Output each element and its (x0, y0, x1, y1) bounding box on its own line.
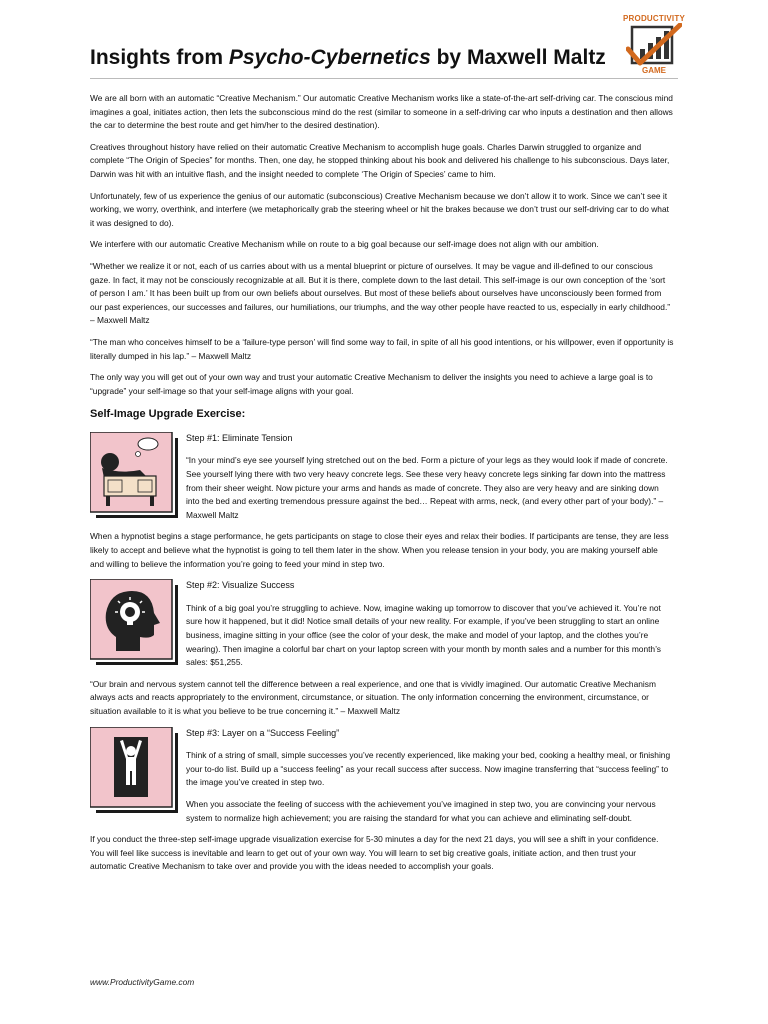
book-title: Psycho-Cybernetics (228, 46, 431, 69)
logo-bottom-text: GAME (642, 66, 666, 75)
paragraph: Unfortunately, few of us experience the genius of our automatic (subconscious) Creative Mechanism because we don’t allow it to work. Since we can’t see it working, we worry, overthink, and interfere (we metaphorically grab the steering wheel or hit the brakes because we don’t trust our self-driving car to do what it was designed to do). (90, 190, 669, 228)
step-3 (90, 727, 674, 826)
paragraph: Creatives throughout history have relied on their automatic Creative Mechanism to accomplish huge goals. Charles Darwin struggled to organize and complete “The Origin of Species” for months. Then, one day, he stopped thinking about his book and delivered his challenge to his subconscious. Days later, Darwin was hit with an intuitive flash, and the insight needed to complete ‘The Origin of Species’ came to him. (90, 141, 670, 179)
productivity-game-logo (622, 14, 686, 76)
head-with-lightbulb-icon (90, 579, 178, 665)
exercise-heading: Self-Image Upgrade Exercise: (90, 408, 246, 421)
quote-paragraph: “The man who conceives himself to be a ‘failure-type person’ will find some way to fail, in spite of all his good intentions, or his willpower, even if opportunity is literally dumped in his lap.” – Maxwell Maltz (90, 336, 674, 361)
article-body (90, 92, 674, 882)
footer-url: www.ProductivityGame.com (90, 977, 195, 987)
step-3-explanation: When you associate the feeling of success with the achievement you’ve imagined in step two, you are convincing your nervous system to normalize high achievement; you are raising the standard for what you can achieve and eliminating self-doubt. (186, 798, 656, 823)
step-2-title: Step #2: Visualize Success (186, 580, 295, 591)
step-1-body: “In your mind’s eye see yourself lying stretched out on the bed. Form a picture of your legs as they would look if made of concrete. See yourself lying there with two very heavy concrete legs. See these very heavy concrete legs sinking far down into the mattress from their sheer weight. Now picture your arms and hands as made of concrete. They also are very heavy and are sinking down into the bed and exerting tremendous pressure against the bed… Repeat with arms, neck, (and every other part of your body).” – Maxwell Maltz (186, 455, 668, 520)
logo-chart-icon (626, 23, 682, 67)
step-1 (90, 432, 674, 523)
step-2-quote: “Our brain and nervous system cannot tell the difference between a real experience, and one that is vividly imagined. Our automatic Creative Mechanism always acts and reacts appropriately to the environment, circumstance, or situation. The only information concerning the environment, circumstance, or situation available to it is what you believe to be true concerning it.” – Maxwell Maltz (90, 678, 656, 716)
paragraph: We interfere with our automatic Creative Mechanism while on route to a big goal because our self-image does not align with our ambition. (90, 239, 599, 250)
paragraph: We are all born with an automatic “Creative Mechanism.” Our automatic Creative Mechanism works like a state-of-the-art self-driving car. The conscious mind imagines a goal, initiates action, then lets the subconscious mind do the rest (similar to someone in a self-driving car who inputs a destination and then allows the car to determine the best route and get him/her to the desired destination). (90, 93, 673, 131)
step-3-title: Step #3: Layer on a “Success Feeling” (186, 727, 340, 738)
celebrating-person-icon (90, 727, 178, 813)
logo-top-text: PRODUCTIVITY (623, 14, 685, 23)
closing-paragraph: If you conduct the three-step self-image upgrade visualization exercise for 5-30 minutes a day for the next 21 days, you will see a shift in your confidence. You will feel like success is inevitable and learn to get out of your own way. You will learn to set big creative goals, initiate action, and then trust your automatic Creative Mechanism to take over and provide you with the ideas needed to accomplish your goals. (90, 834, 659, 872)
step-3-body: Think of a string of small, simple successes you’ve recently experienced, like making your bed, cooking a healthy meal, or finishing your to-do list. Build up a “success feeling” as your recall success after success. Now imagine transferring that “success feeling” to the image you’ve created in step two. (186, 750, 671, 788)
step-1-title: Step #1: Eliminate Tension (186, 432, 293, 443)
step-1-explanation: When a hypnotist begins a stage performance, he gets participants on stage to close their eyes and relax their bodies. If participants are tense, they are less likely to accept and believe what the hypnotist is going to tell them later in the show. When you release tension in your body, you are making yourself able and willing to believe the information you’re going to feed your mind in step two. (90, 531, 669, 569)
paragraph: The only way you will get out of your own way and trust your automatic Creative Mechanism to deliver the insights you need to achieve a large goal is to “upgrade” your self-image so that your self-image aligns with your goal. (90, 372, 653, 396)
title-divider (90, 78, 678, 79)
step-2 (90, 579, 674, 670)
sleeping-person-icon (90, 432, 178, 518)
page-title: Insights from Psycho-Cybernetics by Maxwell Maltz (90, 46, 606, 69)
quote-paragraph: “Whether we realize it or not, each of us carries about with us a mental blueprint or picture of ourselves. It may be vague and ill-defined to our conscious gaze. In fact, it may not be consciously recognizable at all. But it is there, complete down to the last detail. This self-image is our own conception of the ‘sort of person I am.’ It has been built up from our own beliefs about ourselves. But most of these beliefs about ourselves have unconsciously been formed from our past experiences, our successes and failures, our humiliations, our triumphs, and the way other people have reacted to us, especially in early childhood.” – Maxwell Maltz (90, 260, 671, 326)
step-2-body: Think of a big goal you’re struggling to achieve. Now, imagine waking up tomorrow to discover that you’ve achieved it. You’re not sure how it happened, but it did! Notice small details of your new reality. For example, if you’ve been struggling to start an online business, imagine sitting in your office (see the color of your desk, the make and model of your laptop, and the clothes you’re wearing). Then imagine a colorful bar chart on your laptop screen with your month by month sales and a number for this month’s sales: $51,255. (186, 602, 661, 668)
